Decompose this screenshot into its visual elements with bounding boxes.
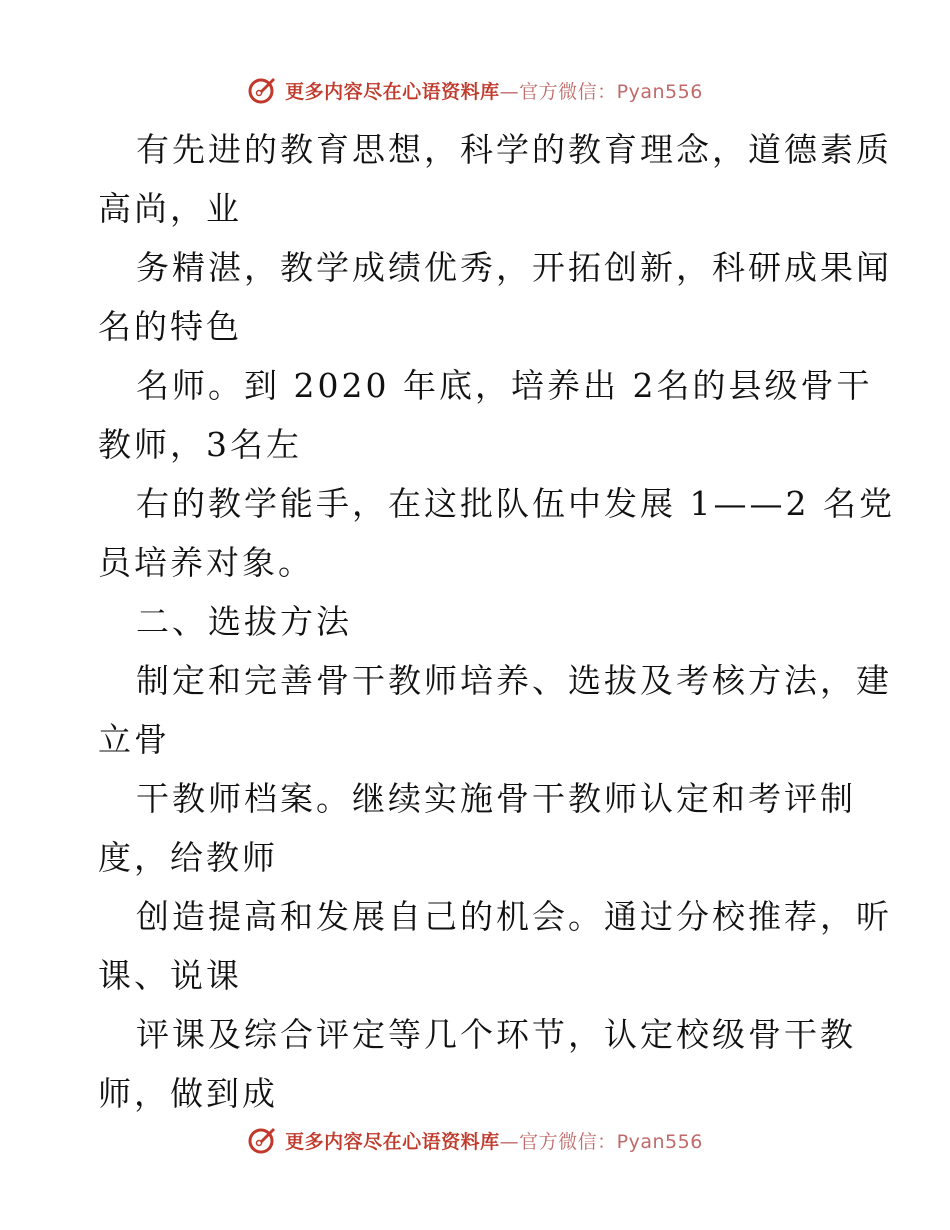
paragraph (98, 1005, 858, 1123)
watermark-contact: —官方微信：Pyan556 (499, 1130, 703, 1153)
section-heading (98, 592, 858, 651)
paragraph-line-rest: 课、说课 (98, 956, 242, 995)
paragraph-line-rest: 员培养对象。 (98, 543, 314, 582)
watermark-brand: 更多内容尽在心语资料库 (285, 1130, 500, 1153)
paragraph-line-first: 创造提高和发展自己的机会。通过分校推荐，听 (136, 897, 892, 936)
paragraph-line-rest: 师，做到成 (98, 1074, 278, 1113)
paragraph-line-rest: 教师，3名左 (98, 425, 302, 464)
paragraph-line-first: 制定和完善骨干教师培养、选拔及考核方法，建 (136, 661, 892, 700)
section-heading-text: 二、选拔方法 (136, 602, 352, 641)
paragraph (98, 238, 892, 356)
paragraph-line-rest: 立骨 (98, 720, 170, 759)
document-body (98, 120, 895, 1123)
paragraph (98, 474, 895, 592)
paragraph-line-first: 右的教学能手，在这批队伍中发展 1——2 名党 (136, 484, 895, 523)
watermark-brand: 更多内容尽在心语资料库 (285, 80, 500, 103)
paragraph (98, 651, 892, 769)
paragraph (98, 887, 892, 1005)
paragraph-line-first: 务精湛，教学成绩优秀，开拓创新，科研成果闻 (136, 248, 892, 287)
paragraph-line-rest: 名的特色 (98, 307, 242, 346)
paragraph-line-first: 评课及综合评定等几个环节，认定校级骨干教 (136, 1015, 856, 1054)
paragraph-line-first: 有先进的教育思想，科学的教育理念，道德素质 (136, 130, 892, 169)
paragraph (98, 356, 873, 474)
paragraph-line-first: 干教师档案。继续实施骨干教师认定和考评制 (136, 779, 856, 818)
paragraph-line-first: 名师。到 2020 年底，培养出 2名的县级骨干 (136, 366, 873, 405)
paragraph (98, 769, 858, 887)
watermark-contact: —官方微信：Pyan556 (499, 80, 703, 103)
paragraph-line-rest: 度，给教师 (98, 838, 278, 877)
paragraph-line-rest: 高尚，业 (98, 189, 242, 228)
watermark-footer (0, 1120, 950, 1160)
quill-logo-icon (247, 1124, 279, 1156)
quill-logo-icon (247, 74, 279, 106)
paragraph (98, 120, 892, 238)
watermark-header (0, 70, 950, 110)
